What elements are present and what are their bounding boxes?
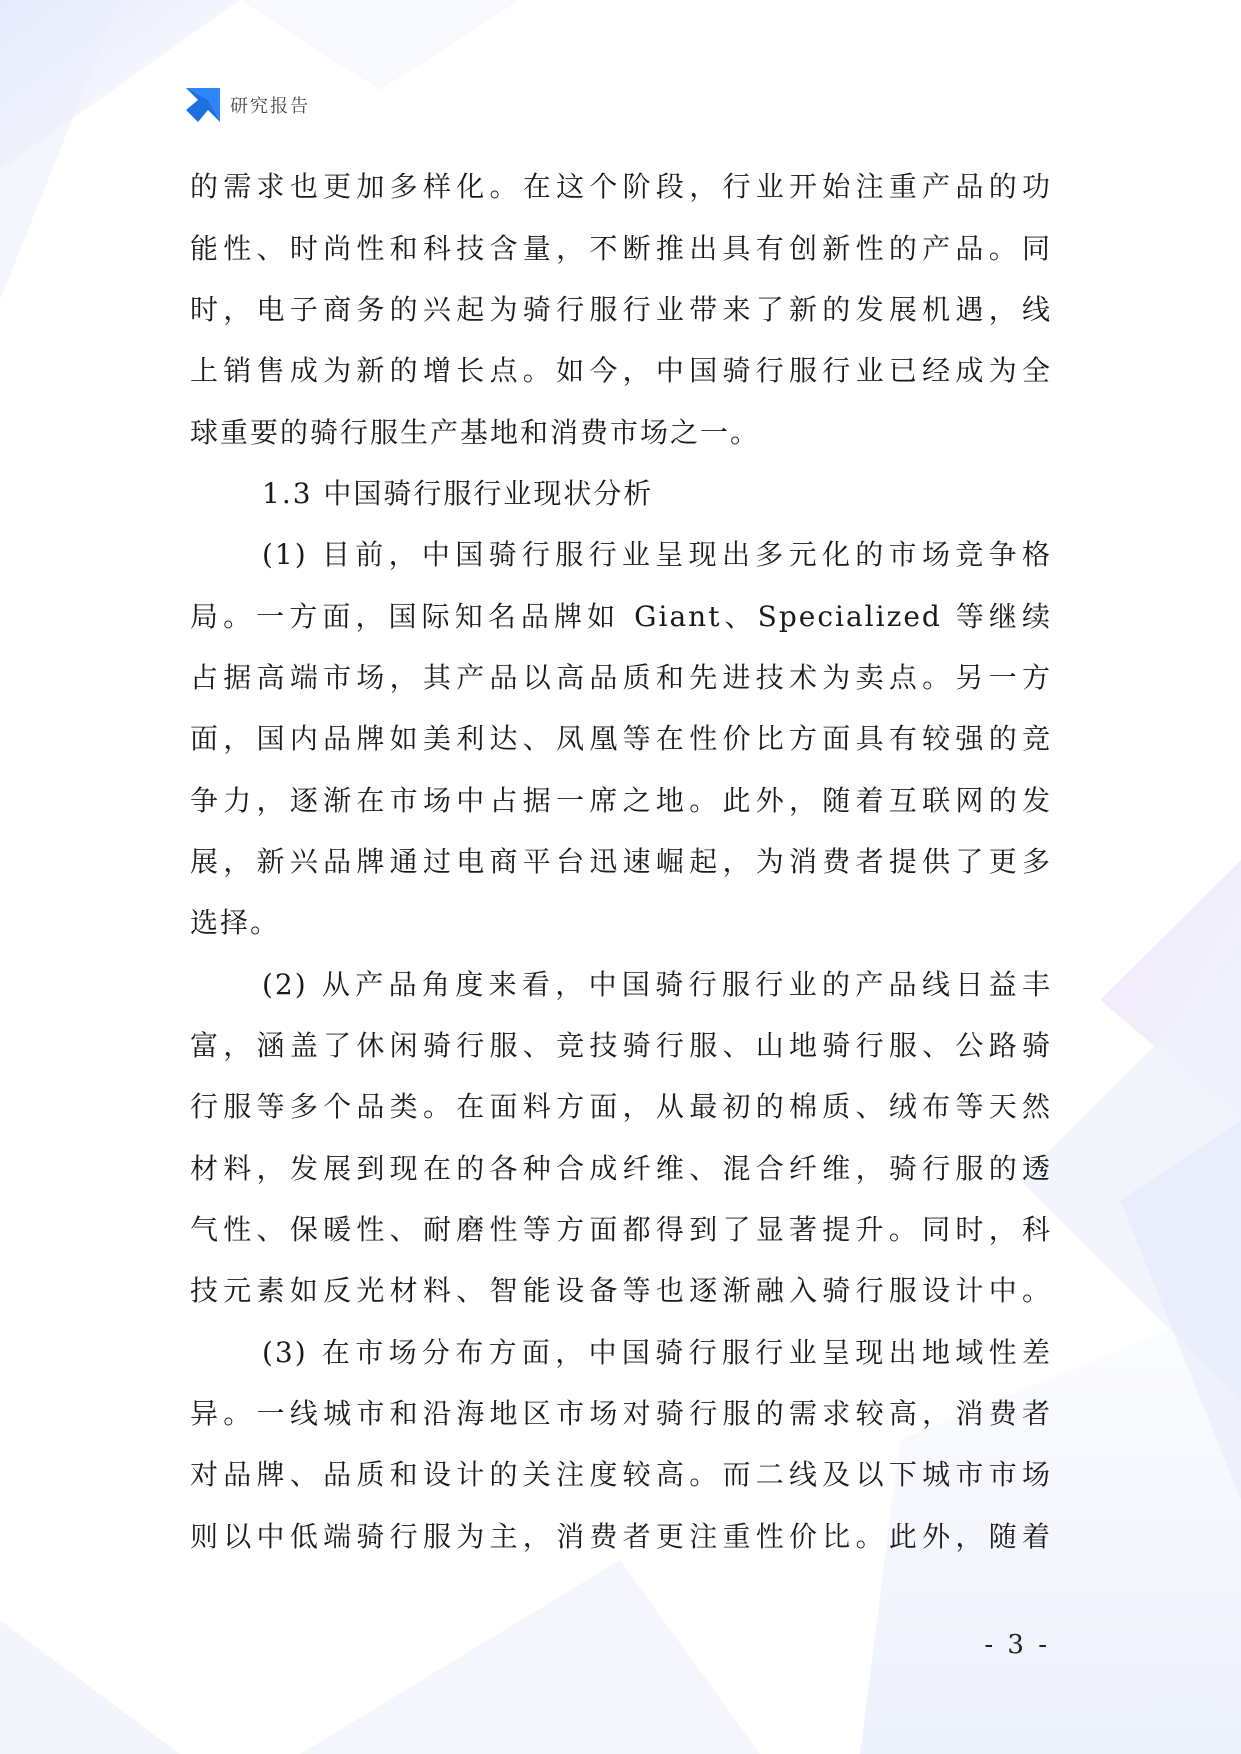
text-line: 则以中低端骑行服为主，消费者更注重性价比。此外，随着 (190, 1520, 1052, 1553)
text-line: 争力，逐渐在市场中占据一席之地。此外，随着互联网的发 (190, 784, 1052, 817)
text-line: (2) 从产品角度来看，中国骑行服行业的产品线日益丰 (262, 968, 1052, 1001)
report-header (186, 88, 310, 122)
text-line: 行服等多个品类。在面料方面，从最初的棉质、绒布等天然 (190, 1090, 1052, 1123)
text-line: 材料，发展到现在的各种合成纤维、混合纤维，骑行服的透 (190, 1152, 1052, 1185)
text-line: 面，国内品牌如美利达、凤凰等在性价比方面具有较强的竞 (190, 722, 1052, 755)
text-line: 球重要的骑行服生产基地和消费市场之一。 (190, 416, 761, 449)
text-line: 能性、时尚性和科技含量，不断推出具有创新性的产品。同 (190, 232, 1052, 265)
page-number: - 3 - (984, 1630, 1050, 1660)
text-line: 选择。 (190, 906, 281, 939)
text-line: 富，涵盖了休闲骑行服、竞技骑行服、山地骑行服、公路骑 (190, 1029, 1052, 1062)
text-line: 异。一线城市和沿海地区市场对骑行服的需求较高，消费者 (190, 1397, 1052, 1430)
text-line: 技元素如反光材料、智能设备等也逐渐融入骑行服设计中。 (190, 1274, 1052, 1307)
text-line: 气性、保暖性、耐磨性等方面都得到了显著提升。同时，科 (190, 1213, 1052, 1246)
text-line: 对品牌、品质和设计的关注度较高。而二线及以下城市市场 (190, 1458, 1052, 1491)
text-line: 局。一方面，国际知名品牌如 Giant、Specialized 等继续 (190, 600, 1052, 633)
arrow-up-right-icon (186, 88, 220, 122)
text-line: (3) 在市场分布方面，中国骑行服行业呈现出地域性差 (262, 1336, 1052, 1369)
text-line: 的需求也更加多样化。在这个阶段，行业开始注重产品的功 (190, 170, 1052, 203)
text-line: (1) 目前，中国骑行服行业呈现出多元化的市场竞争格 (262, 538, 1052, 571)
text-line: 占据高端市场，其产品以高品质和先进技术为卖点。另一方 (190, 661, 1052, 694)
text-line: 上销售成为新的增长点。如今，中国骑行服行业已经成为全 (190, 354, 1052, 387)
text-line: 时，电子商务的兴起为骑行服行业带来了新的发展机遇，线 (190, 293, 1052, 326)
text-line: 展，新兴品牌通过电商平台迅速崛起，为消费者提供了更多 (190, 845, 1052, 878)
header-title: 研究报告 (230, 96, 310, 117)
section-heading: 1.3 中国骑行服行业现状分析 (262, 477, 654, 510)
